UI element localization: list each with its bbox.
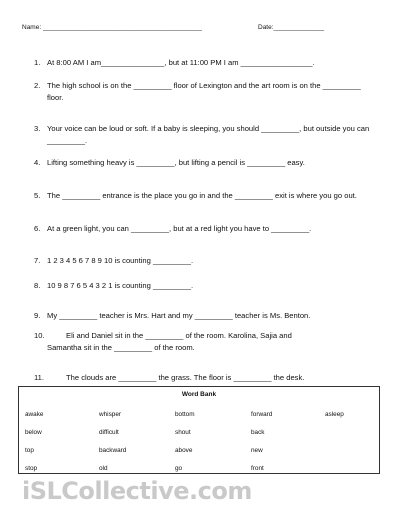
question-text: At a green light, you can _________, but at a red light you have to _________. [47,224,312,233]
word-bank [18,386,380,474]
question-text: The _________ entrance is the place you go in and the _________ exit is where you go out. [47,191,357,200]
question-11 [34,372,374,384]
date-line: Date:______________ [258,24,325,31]
word-bank-word: top [25,447,34,454]
question-number: 1. [34,58,41,67]
question-text: The clouds are _________ the grass. The floor is _________ the desk. [66,373,305,382]
question-text: 10 9 8 7 6 5 4 3 2 1 is counting _________. [47,281,194,290]
question-9 [34,310,374,322]
word-bank-title: Word Bank [181,391,217,398]
word-bank-word: bottom [175,411,195,418]
question-text: 1 2 3 4 5 6 7 8 9 10 is counting _________. [47,256,194,265]
question-number: 11. [34,373,44,382]
word-bank-word: difficult [99,429,119,436]
question-text: Your voice can be loud or soft. If a baby is sleeping, you should _________, but outside you can _________. [47,124,370,145]
question-number: 10. [34,331,45,340]
question-number: 7. [34,256,41,265]
question-8 [34,280,374,292]
word-bank-word: shout [175,429,191,436]
question-5 [34,190,374,202]
worksheet-header [22,24,378,36]
word-bank-word: stop [25,465,38,472]
question-6 [34,223,374,235]
question-number: 4. [34,158,41,167]
question-text: Lifting something heavy is _________, but lifting a pencil is _________ easy. [47,158,305,167]
question-10 [34,330,374,354]
word-bank-word: back [251,429,265,436]
question-text: At 8:00 AM I am_______________, but at 11:00 PM I am _________________. [47,58,315,67]
word-bank-word: backward [99,447,127,454]
question-number: 9. [34,311,41,320]
word-bank-word: front [251,465,264,472]
question-7 [34,255,374,267]
word-bank-word: old [99,465,108,472]
question-2 [34,80,374,104]
question-number: 6. [34,224,41,233]
question-text-continued: Samantha sit in the _________ of the room. [47,343,195,352]
word-bank-word: above [175,447,193,454]
question-3 [34,123,374,147]
site-watermark: iSLCollective.com [22,477,252,505]
question-number: 5. [34,191,41,200]
question-4 [34,157,374,169]
word-bank-word: go [175,465,183,472]
question-number: 2. [34,81,41,90]
word-bank-word: whisper [99,411,122,418]
word-bank-word: forward [251,411,273,418]
word-bank-word: awake [25,411,44,418]
question-text: Eli and Daniel sit in the _________ of the room. Karolina, Sajia and [66,331,292,340]
word-bank-word: new [251,447,263,454]
question-number: 3. [34,124,41,133]
word-bank-word: below [25,429,42,436]
name-line: Name: ____________________________________________ [22,24,203,31]
question-number: 8. [34,281,41,290]
word-bank-word: asleep [325,411,344,418]
question-text: The high school is on the _________ floor of Lexington and the art room is on the _________ floor. [47,81,361,102]
question-1 [34,57,374,69]
question-text: My _________ teacher is Mrs. Hart and my _________ teacher is Ms. Benton. [47,311,311,320]
